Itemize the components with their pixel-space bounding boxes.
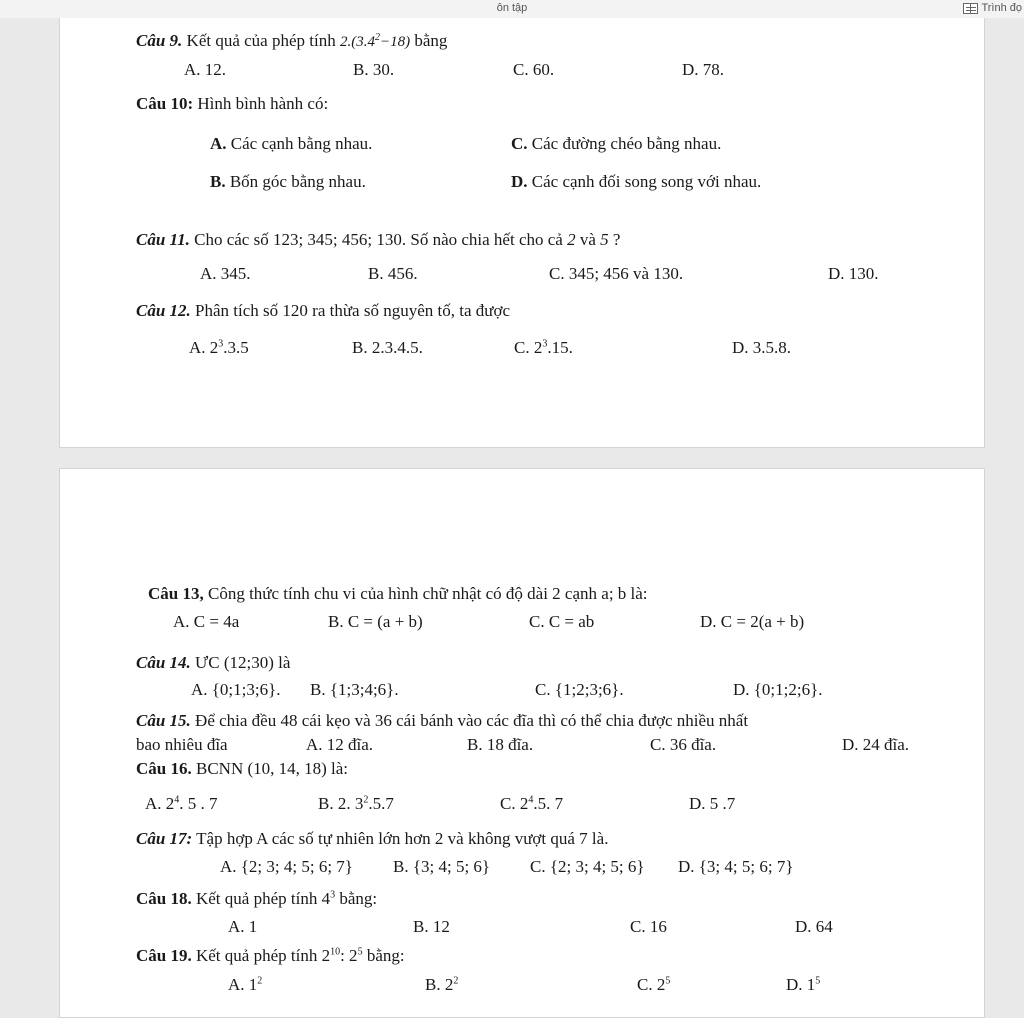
question-10: Câu 10: Hình bình hành có: [136, 94, 329, 113]
q10-option-c: C. Các đường chéo bằng nhau. [511, 134, 722, 153]
q17-option-d: D. {3; 4; 5; 6; 7} [678, 857, 794, 876]
q10-option-b: B. Bốn góc bằng nhau. [210, 172, 366, 191]
reader-mode-icon [963, 3, 978, 14]
q11-option-d: D. 130. [828, 264, 879, 283]
q14-option-d: D. {0;1;2;6}. [733, 680, 823, 699]
question-9: Câu 9. Kết quả của phép tính $2.(3.4^2-18)$ bằng [136, 31, 448, 50]
reader-mode-label: Trình đọ [981, 2, 1022, 14]
q9-option-d: D. 78. [682, 60, 725, 79]
q9-option-b: B. 30. [353, 60, 395, 79]
q17-option-c: C. {2; 3; 4; 5; 6} [530, 857, 645, 876]
document-title: ôn tập [496, 2, 528, 14]
q14-option-a: A. {0;1;3;6}. [191, 680, 281, 699]
q15-option-b: B. 18 đĩa. [467, 735, 534, 754]
q9-option-c: C. 60. [513, 60, 555, 79]
question-14: Câu 14. ƯC (12;30) là [136, 653, 291, 672]
q10-option-d: D. Các cạnh đối song song với nhau. [511, 172, 762, 191]
question-15-line-2: bao nhiêu đĩa [136, 735, 228, 754]
reader-mode-button[interactable] [963, 0, 1024, 16]
q17-option-a: A. {2; 3; 4; 5; 6; 7} [220, 857, 353, 876]
q12-option-a: A. $2^3.3.5$ [189, 338, 249, 357]
q15-option-d: D. 24 đĩa. [842, 735, 910, 754]
q16-option-a: A. $2^4$. 5 . 7 [145, 794, 218, 813]
q13-option-d: D. C = 2(a + b) [700, 612, 805, 631]
q14-option-c: C. {1;2;3;6}. [535, 680, 624, 699]
q12-option-c: C. $2^3.15$. [514, 338, 573, 357]
q11-option-a: A. 345. [200, 264, 251, 283]
q9-option-a: A. 12. [184, 60, 227, 79]
q19-option-a: A. $1^2$ [228, 975, 263, 994]
q19-option-d: D. $1^5$ [786, 975, 821, 994]
question-15: Câu 15. Để chia đều 48 cái kẹo và 36 cái bánh vào các đĩa thì có thể chia được nhiều nhất [136, 711, 749, 730]
q14-option-b: B. {1;3;4;6}. [310, 680, 399, 699]
q15-option-a: A. 12 đĩa. [306, 735, 374, 754]
q19-option-c: C. $2^5$ [637, 975, 671, 994]
q16-option-c: C. $2^4.5$. 7 [500, 794, 564, 813]
q13-option-c: C. C = ab [529, 612, 595, 631]
question-18: Câu 18. Kết quả phép tính $4^3$ bằng: [136, 889, 378, 908]
q12-option-d: D. 3.5.8. [732, 338, 792, 357]
document-page-2 [59, 468, 985, 1018]
q16-option-d: D. 5 .7 [689, 794, 736, 813]
q12-option-b: B. 2.3.4.5. [352, 338, 423, 357]
q13-option-b: B. C = (a + b) [328, 612, 423, 631]
q19-option-b: B. $2^2$ [425, 975, 459, 994]
question-17: Câu 17: Tập hợp A các số tự nhiên lớn hơn 2 và không vượt quá 7 là. [136, 829, 609, 848]
q18-option-a: A. 1 [228, 917, 258, 936]
q17-option-b: B. {3; 4; 5; 6} [393, 857, 491, 876]
q11-option-b: B. 456. [368, 264, 418, 283]
q15-option-c: C. 36 đĩa. [650, 735, 717, 754]
q10-option-a: A. Các cạnh bằng nhau. [210, 134, 373, 153]
q13-option-a: A. C = 4a [173, 612, 240, 631]
document-page-1 [59, 18, 985, 448]
q16-option-b: B. 2. $3^2.5.7$ [318, 794, 394, 813]
question-16: Câu 16. BCNN (10, 14, 18) là: [136, 759, 349, 778]
question-12: Câu 12. Phân tích số 120 ra thừa số nguyên tố, ta được [136, 301, 510, 320]
question-11: Câu 11. Cho các số 123; 345; 456; 130. Số nào chia hết cho cả 2 và 5 ? [136, 230, 621, 249]
q18-option-b: B. 12 [413, 917, 450, 936]
question-19: Câu 19. Kết quả phép tính $2^{10}$: $2^5$ bằng: [136, 946, 405, 965]
q18-option-d: D. 64 [795, 917, 833, 936]
question-13: Câu 13, Công thức tính chu vi của hình chữ nhật có độ dài 2 cạnh a; b là: [148, 584, 648, 603]
q18-option-c: C. 16 [630, 917, 667, 936]
q11-option-c: C. 345; 456 và 130. [549, 264, 684, 283]
